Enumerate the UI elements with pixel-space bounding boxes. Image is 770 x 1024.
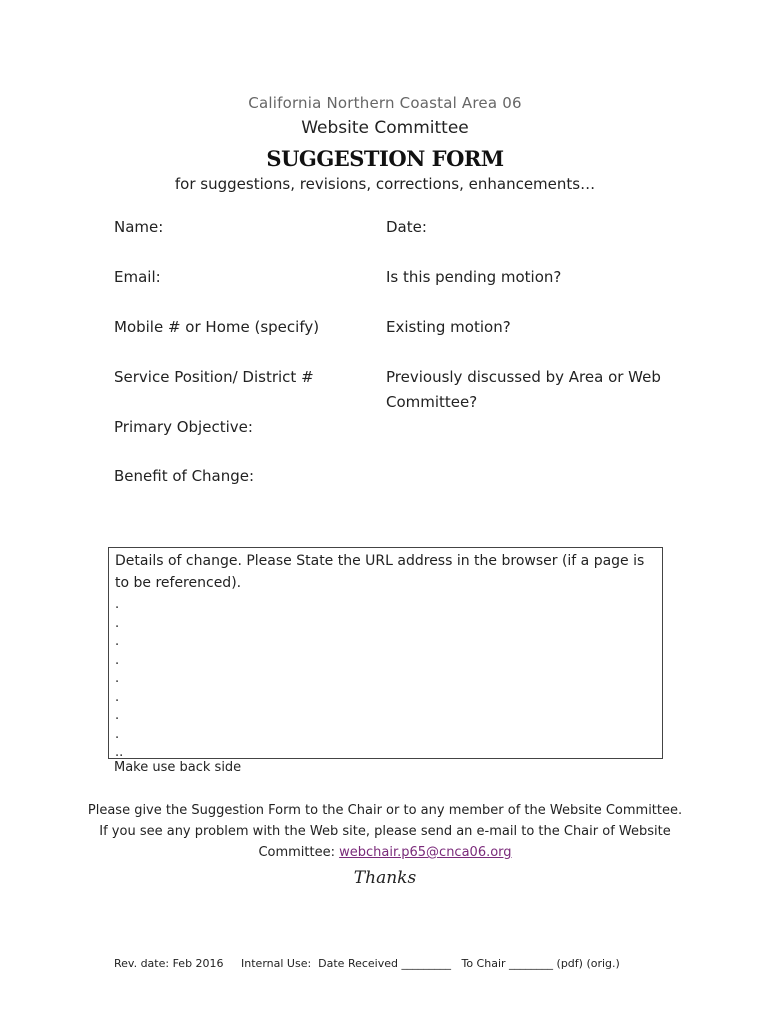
form-subtitle: for suggestions, revisions, corrections, enhancements…	[174, 175, 596, 193]
details-line: .	[115, 597, 120, 612]
committee-name: Website Committee	[301, 118, 469, 138]
details-line: .	[115, 652, 120, 668]
name-label: Name:	[114, 218, 164, 236]
instructions-line-2: If you see any problem with the Web site, please send an e-mail to the Chair of Website	[99, 824, 671, 839]
back-side-note: Make use back side	[114, 760, 242, 775]
instructions-line-1: Please give the Suggestion Form to the Chair or to any member of the Website Committee.	[87, 803, 683, 818]
previously-discussed-label: Previously discussed by Area or Web Committee?	[386, 368, 661, 411]
details-lines	[115, 596, 656, 763]
benefit-label: Benefit of Change:	[114, 467, 255, 485]
form-title: SUGGESTION FORM	[266, 146, 504, 171]
details-line: .	[115, 708, 120, 723]
details-line: .	[115, 689, 120, 705]
footer-revision: Rev. date: Feb 2016 Internal Use: Date Received _________ To Chair ________ (pdf) (orig.)	[114, 957, 620, 970]
thanks-text: Thanks	[353, 868, 417, 888]
primary-objective-label: Primary Objective:	[114, 418, 253, 436]
mobile-label: Mobile # or Home (specify)	[114, 318, 320, 336]
details-line: ..	[115, 745, 124, 760]
details-line: .	[115, 726, 120, 742]
date-label: Date:	[386, 218, 427, 236]
pending-motion-label: Is this pending motion?	[386, 268, 562, 286]
details-line: .	[115, 671, 120, 686]
existing-motion-label: Existing motion?	[386, 318, 511, 336]
details-box[interactable]	[108, 547, 663, 759]
email-label: Email:	[114, 268, 161, 286]
details-line: .	[115, 634, 120, 649]
committee-prefix: Committee:	[258, 845, 335, 860]
instructions	[0, 800, 770, 863]
details-line: .	[115, 615, 120, 631]
org-name: California Northern Coastal Area 06	[248, 94, 522, 112]
details-label: Details of change. Please State the URL address in the browser (if a page is to be referenced).	[115, 553, 645, 591]
instructions-line-3	[0, 842, 770, 863]
webchair-email-link[interactable]: webchair.p65@cnca06.org	[339, 845, 512, 860]
service-position-label: Service Position/ District #	[114, 368, 314, 386]
